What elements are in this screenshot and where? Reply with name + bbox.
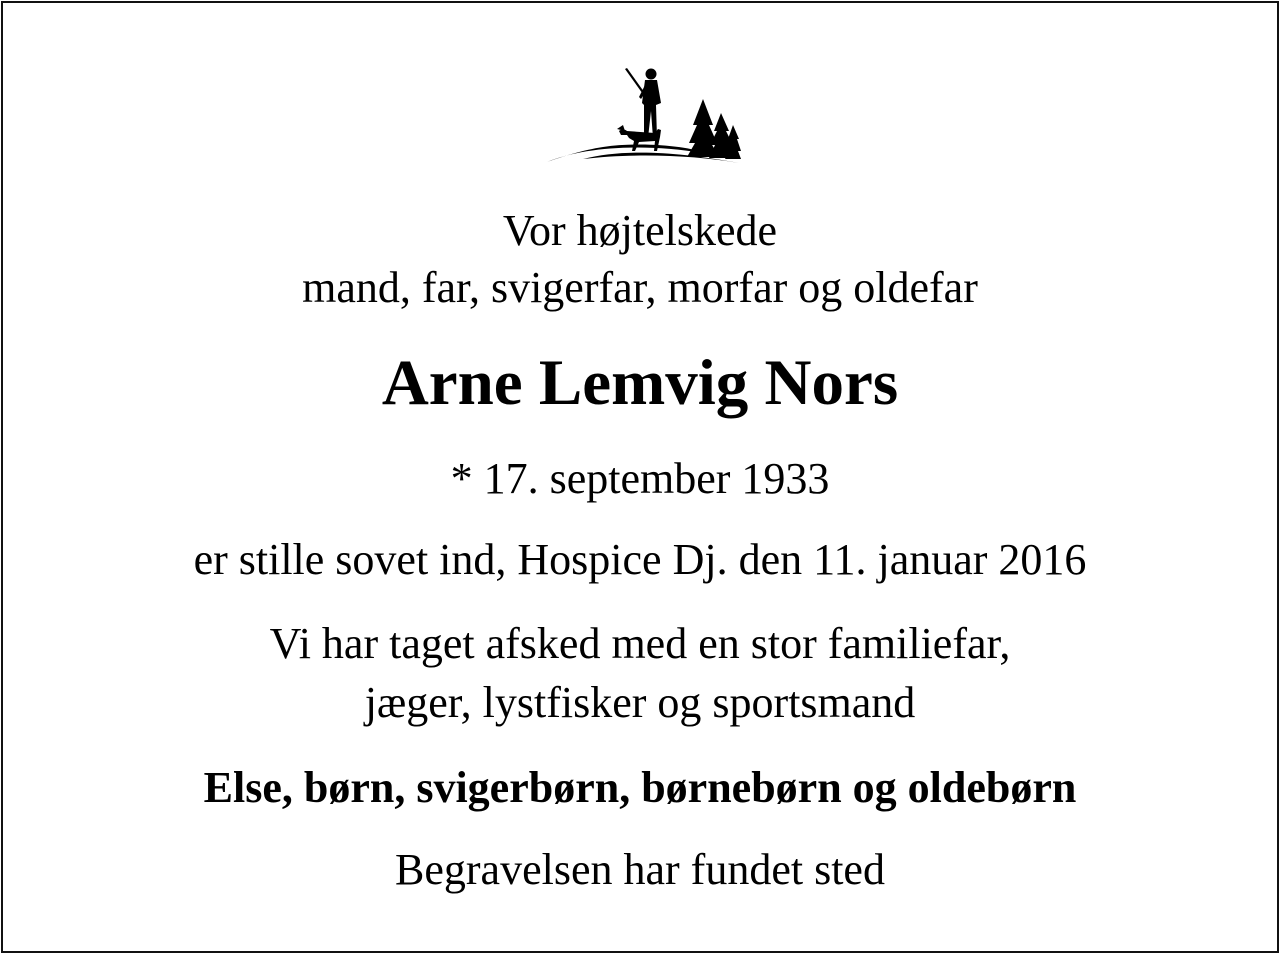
- hunter-with-dog-and-trees-icon: [543, 63, 743, 169]
- funeral-note: Begravelsen har fundet sted: [395, 845, 885, 894]
- deceased-name: Arne Lemvig Nors: [381, 347, 899, 419]
- obituary-notice: [1, 1, 1279, 953]
- intro-line-2: mand, far, svigerfar, morfar og oldefar: [302, 263, 978, 312]
- birth-date: * 17. september 1933: [450, 454, 830, 503]
- intro-line-1: Vor højtelskede: [502, 206, 778, 255]
- death-notice: er stille sovet ind, Hospice Dj. den 11. januar 2016: [193, 535, 1087, 584]
- family-signature: Else, børn, svigerbørn, børnebørn og oldebørn: [203, 763, 1077, 812]
- tribute-line-1: Vi har taget afsked med en stor familiefar,: [269, 619, 1011, 668]
- tribute-line-2: jæger, lystfisker og sportsmand: [364, 678, 916, 727]
